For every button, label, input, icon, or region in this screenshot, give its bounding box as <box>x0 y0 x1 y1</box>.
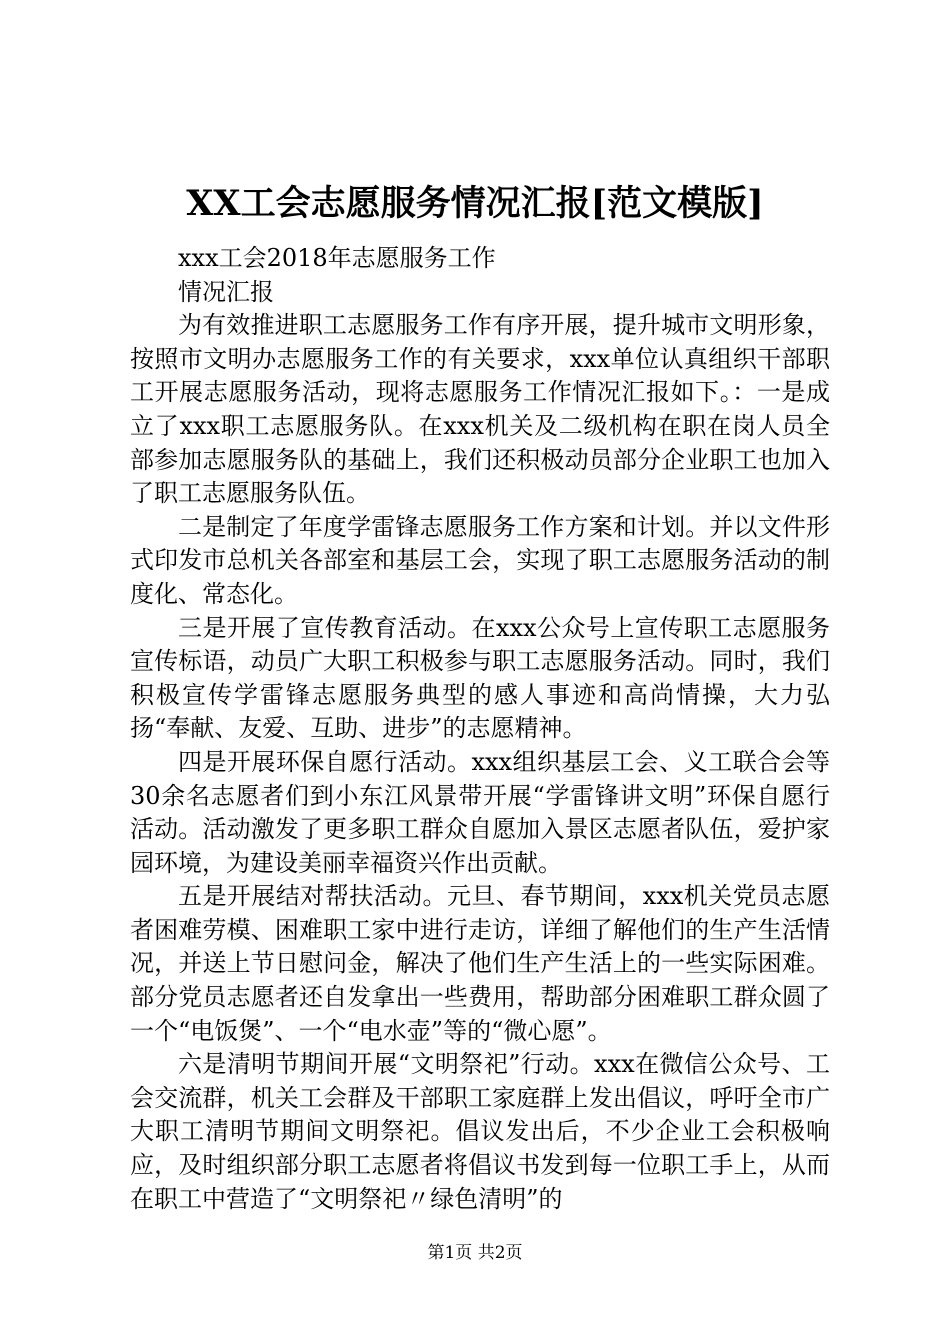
document-body <box>130 242 830 1216</box>
paragraph-2: 二是制定了年度学雷锋志愿服务工作方案和计划。并以文件形式印发市总机关各部室和基层工会，实现了职工志愿服务活动的制度化、常态化。 <box>130 512 830 608</box>
paragraph-4: 四是开展环保自愿行活动。xxx组织基层工会、义工联合会等30余名志愿者们到小东江风景带开展“学雷锋讲文明”环保自愿行活动。活动激发了更多职工群众自愿加入景区志愿者队伍，爱护家园环境，为建设美丽幸福资兴作出贡献。 <box>130 747 830 877</box>
page-footer: 第1页 共2页 <box>427 1243 523 1263</box>
paragraph-1: 为有效推进职工志愿服务工作有序开展，提升城市文明形象，按照市文明办志愿服务工作的有关要求，xxx单位认真组织干部职工开展志愿服务活动，现将志愿服务工作情况汇报如下。：一是成立了xxx职工志愿服务队。在xxx机关及二级机构在职在岗人员全部参加志愿服务队的基础上，我们还积极动员部分企业职工也加入了职工志愿服务队伍。 <box>130 311 830 508</box>
subtitle-line-1: xxx工会2018年志愿服务工作 <box>178 244 496 272</box>
document-title: XX工会志愿服务情况汇报[范文模版] <box>186 183 764 224</box>
paragraph-6: 六是清明节期间开展“文明祭祀”行动。xxx在微信公众号、工会交流群，机关工会群及干部职工家庭群上发出倡议，呼吁全市广大职工清明节期间文明祭祀。倡议发出后，不少企业工会积极响应，及时组织部分职工志愿者将倡议书发到每一位职工手上，从而在职工中营造了“文明祭祀〃绿色清明”的 <box>130 1050 830 1213</box>
paragraph-5: 五是开展结对帮扶活动。元旦、春节期间，xxx机关党员志愿者困难劳模、困难职工家中进行走访，详细了解他们的生产生活情况，并送上节日慰问金，解决了他们生产生活上的一些实际困难。部分党员志愿者还自发拿出一些费用，帮助部分困难职工群众圆了一个“电饭煲”、一个“电水壶”等的“微心愿”。 <box>130 882 830 1045</box>
paragraph-3: 三是开展了宣传教育活动。在xxx公众号上宣传职工志愿服务宣传标语，动员广大职工积极参与职工志愿服务活动。同时，我们积极宣传学雷锋志愿服务典型的感人事迹和高尚情操，大力弘扬“奉献、友爱、互助、进步”的志愿精神。 <box>130 613 830 743</box>
subtitle-line-2: 情况汇报 <box>178 277 274 306</box>
